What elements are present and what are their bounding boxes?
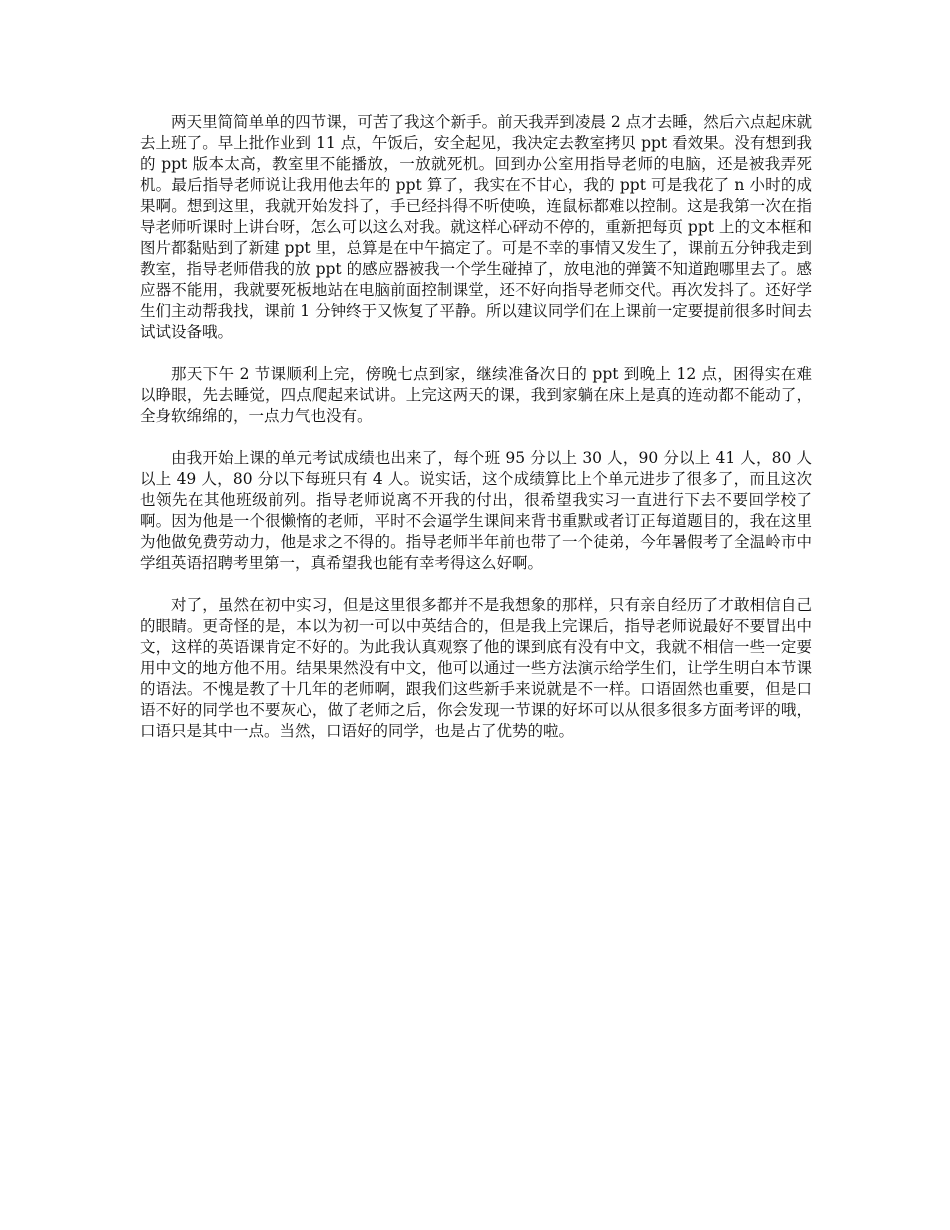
paragraph-4: 对了，虽然在初中实习，但是这里很多都并不是我想象的那样，只有亲自经历了才敢相信自己的眼睛。更奇怪的是，本以为初一可以中英结合的，但是我上完课后，指导老师说最好不要冒出中文，这样的英语课肯定不好的。为此我认真观察了他的课到底有没有中文，我就不相信一些一定要用中文的地方他不用。结果果然没有中文，他可以通过一些方法演示给学生们，让学生明白本节课的语法。不愧是教了十几年的老师啊，跟我们这些新手来说就是不一样。口语固然也重要，但是口语不好的同学也不要灰心，做了老师之后，你会发现一节课的好坏可以从很多很多方面考评的哦，口语只是其中一点。当然，口语好的同学，也是占了优势的啦。 [140,596,812,740]
document-body [140,112,812,763]
paragraph-3: 由我开始上课的单元考试成绩也出来了，每个班 95 分以上 30 人，90 分以上 41 人，80 人以上 49 人，80 分以下每班只有 4 人。说实话，这个成绩算比上个单元进步了很多了，而且这次也领先在其他班级前列。指导老师说离不开我的付出，很希望我实习一直进行下去不要回学校了啊。因为他是一个很懒惰的老师，平时不会逼学生课间来背书重默或者订正每道题目的，我在这里为他做免费劳动力，他是求之不得的。指导老师半年前也带了一个徒弟，今年暑假考了全温岭市中学组英语招聘考里第一，真希望我也能有幸考得这么好啊。 [140,449,812,572]
paragraph-1: 两天里简简单单的四节课，可苦了我这个新手。前天我弄到凌晨 2 点才去睡，然后六点起床就去上班了。早上批作业到 11 点，午饭后，安全起见，我决定去教室拷贝 ppt 看效果。没有想到我的 ppt 版本太高，教室里不能播放，一放就死机。回到办公室用指导老师的电脑，还是被我弄死机。最后指导老师说让我用他去年的 ppt 算了，我实在不甘心，我的 ppt 可是我花了 n 小时的成果啊。想到这里，我就开始发抖了，手已经抖得不听使唤，连鼠标都难以控制。这是我第一次在指导老师听课时上讲台呀，怎么可以这么对我。就这样心砰动不停的，重新把每页 ppt 上的文本框和图片都黏贴到了新建 ppt 里，总算是在中午搞定了。可是不幸的事情又发生了，课前五分钟我走到教室，指导老师借我的放 ppt 的感应器被我一个学生碰掉了，放电池的弹簧不知道跑哪里去了。感应器不能用，我就要死板地站在电脑前面控制课堂，还不好向指导老师交代。再次发抖了。还好学生们主动帮我找，课前 1 分钟终于又恢复了平静。所以建议同学们在上课前一定要提前很多时间去试试设备哦。 [140,113,812,341]
paragraph-2: 那天下午 2 节课顺利上完，傍晚七点到家，继续准备次日的 ppt 到晚上 12 点，困得实在难以睁眼，先去睡觉，四点爬起来试讲。上完这两天的课，我到家躺在床上是真的连动都不能动了，全身软绵绵的，一点力气也没有。 [140,365,812,425]
